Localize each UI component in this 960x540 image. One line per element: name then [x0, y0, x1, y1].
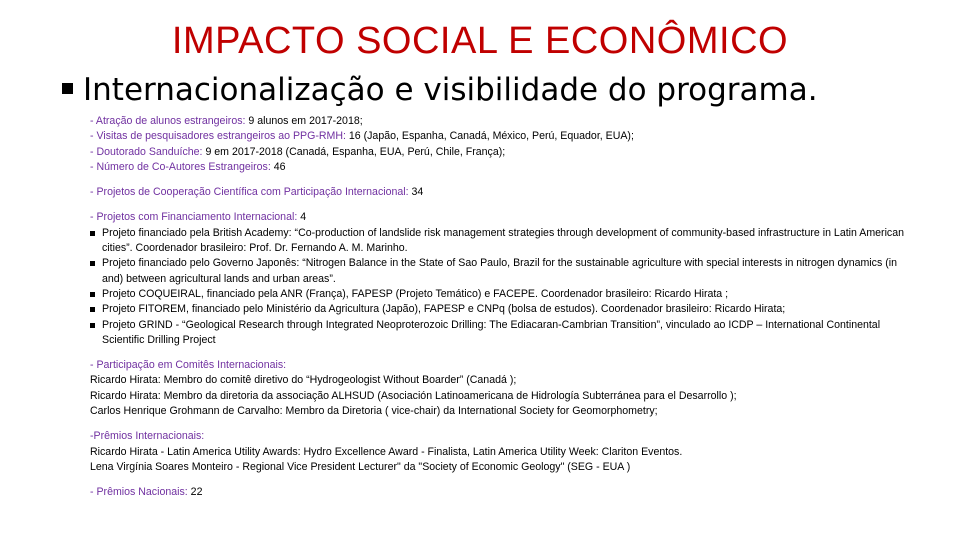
subtitle-text: Internacionalização e visibilidade do programa. — [83, 72, 818, 108]
committee-line: Carlos Henrique Grohmann de Carvalho: Membro da Diretoria ( vice-chair) da International Society for Geomorphometry; — [90, 405, 658, 418]
slide-title: IMPACTO SOCIAL E ECONÔMICO — [171, 20, 789, 62]
project-text: Projeto GRIND - “Geological Research through Integrated Neoproterozoic Drilling: The Ediacaran-Cambrian Transition”, vinculado ao ICDP – International Continental Scientific Drilling Project — [102, 318, 881, 346]
project-text: Projeto financiado pela British Academy: “Co-production of landslide risk management strategies through development of community-based infrastructure in Latin American cities”. Coordenador brasileiro: Prof. Dr. Fernando A. M. Marinho. — [102, 226, 905, 255]
cooperation-label: - Projetos de Cooperação Científica com Participação Internacional: — [90, 186, 409, 199]
square-bullet-icon — [90, 261, 95, 266]
square-bullet-icon — [90, 323, 95, 328]
committee-line: Ricardo Hirata: Membro do comitê diretivo do “Hydrogeologist Without Boarder” (Canadá ); — [90, 374, 517, 387]
project-item — [90, 302, 920, 317]
slide-subtitle — [62, 72, 818, 108]
indicator-line — [90, 160, 920, 175]
square-bullet-icon — [90, 292, 95, 297]
award-line: Lena Virgínia Soares Monteiro - Regional Vice President Lecturer" da "Society of Economic Geology" (SEG - EUA ) — [90, 460, 631, 473]
indicator-value: 46 — [270, 160, 286, 173]
indicator-value: 9 em 2017-2018 (Canadá, Espanha, EUA, Perú, Chile, França); — [202, 145, 506, 158]
indicator-value: 16 (Japão, Espanha, Canadá, México, Perú, Equador, EUA); — [345, 130, 634, 143]
committees-block — [90, 358, 920, 419]
indicator-label: - Número de Co-Autores Estrangeiros: — [90, 160, 271, 173]
international-awards-block — [90, 429, 920, 475]
square-bullet-icon — [90, 231, 95, 236]
international-awards-label: -Prêmios Internacionais: — [90, 430, 205, 443]
financing-value: 4 — [297, 211, 307, 224]
project-item — [90, 256, 920, 287]
slide-content — [90, 114, 920, 501]
national-awards-label: - Prêmios Nacionais: — [90, 486, 188, 499]
committees-label: - Participação em Comitês Internacionais: — [90, 359, 287, 372]
indicator-line — [90, 114, 920, 129]
indicator-value: 9 alunos em 2017-2018; — [245, 115, 363, 127]
project-item — [90, 318, 920, 349]
cooperation-line — [90, 185, 920, 200]
award-line: Ricardo Hirata - Latin America Utility Awards: Hydro Excellence Award - Finalista, Latin America Utility Week: Clariton Eventos. — [90, 445, 683, 458]
project-item — [90, 226, 920, 257]
national-awards-line — [90, 485, 920, 500]
project-text: Projeto financiado pelo Governo Japonês: “Nitrogen Balance in the State of Sao Paulo, Brazil for the sustainable agriculture with special interests in nitrogen dynamics (in and) between agricultural lands and urban areas”. — [102, 257, 897, 285]
project-text: Projeto FITOREM, financiado pelo Ministério da Agricultura (Japão), FAPESP e CNPq (bolsa de estudos). Coordenador brasileiro: Ricardo Hirata; — [102, 303, 786, 316]
cooperation-value: 34 — [408, 186, 424, 199]
financing-label: - Projetos com Financiamento Internacional: — [90, 211, 298, 224]
project-text: Projeto COQUEIRAL, financiado pela ANR (França), FAPESP (Projeto Temático) e FACEPE. Coordenador brasileiro: Ricardo Hirata ; — [102, 287, 729, 300]
financing-line — [90, 210, 920, 225]
indicator-line — [90, 129, 920, 144]
project-item — [90, 287, 920, 302]
indicator-label: - Doutorado Sanduíche: — [90, 145, 203, 158]
indicator-line — [90, 145, 920, 160]
indicator-label: - Visitas de pesquisadores estrangeiros ao PPG-RMH: — [90, 130, 346, 143]
financing-block — [90, 210, 920, 348]
indicator-label: - Atração de alunos estrangeiros: — [90, 115, 246, 127]
committee-line: Ricardo Hirata: Membro da diretoria da associação ALHSUD (Asociación Latinoamericana de Hidrología Subterránea para el Desarrollo ); — [90, 389, 737, 402]
square-bullet-icon — [62, 83, 73, 94]
indicators-block — [90, 114, 920, 175]
national-awards-value: 22 — [187, 486, 203, 499]
square-bullet-icon — [90, 307, 95, 312]
